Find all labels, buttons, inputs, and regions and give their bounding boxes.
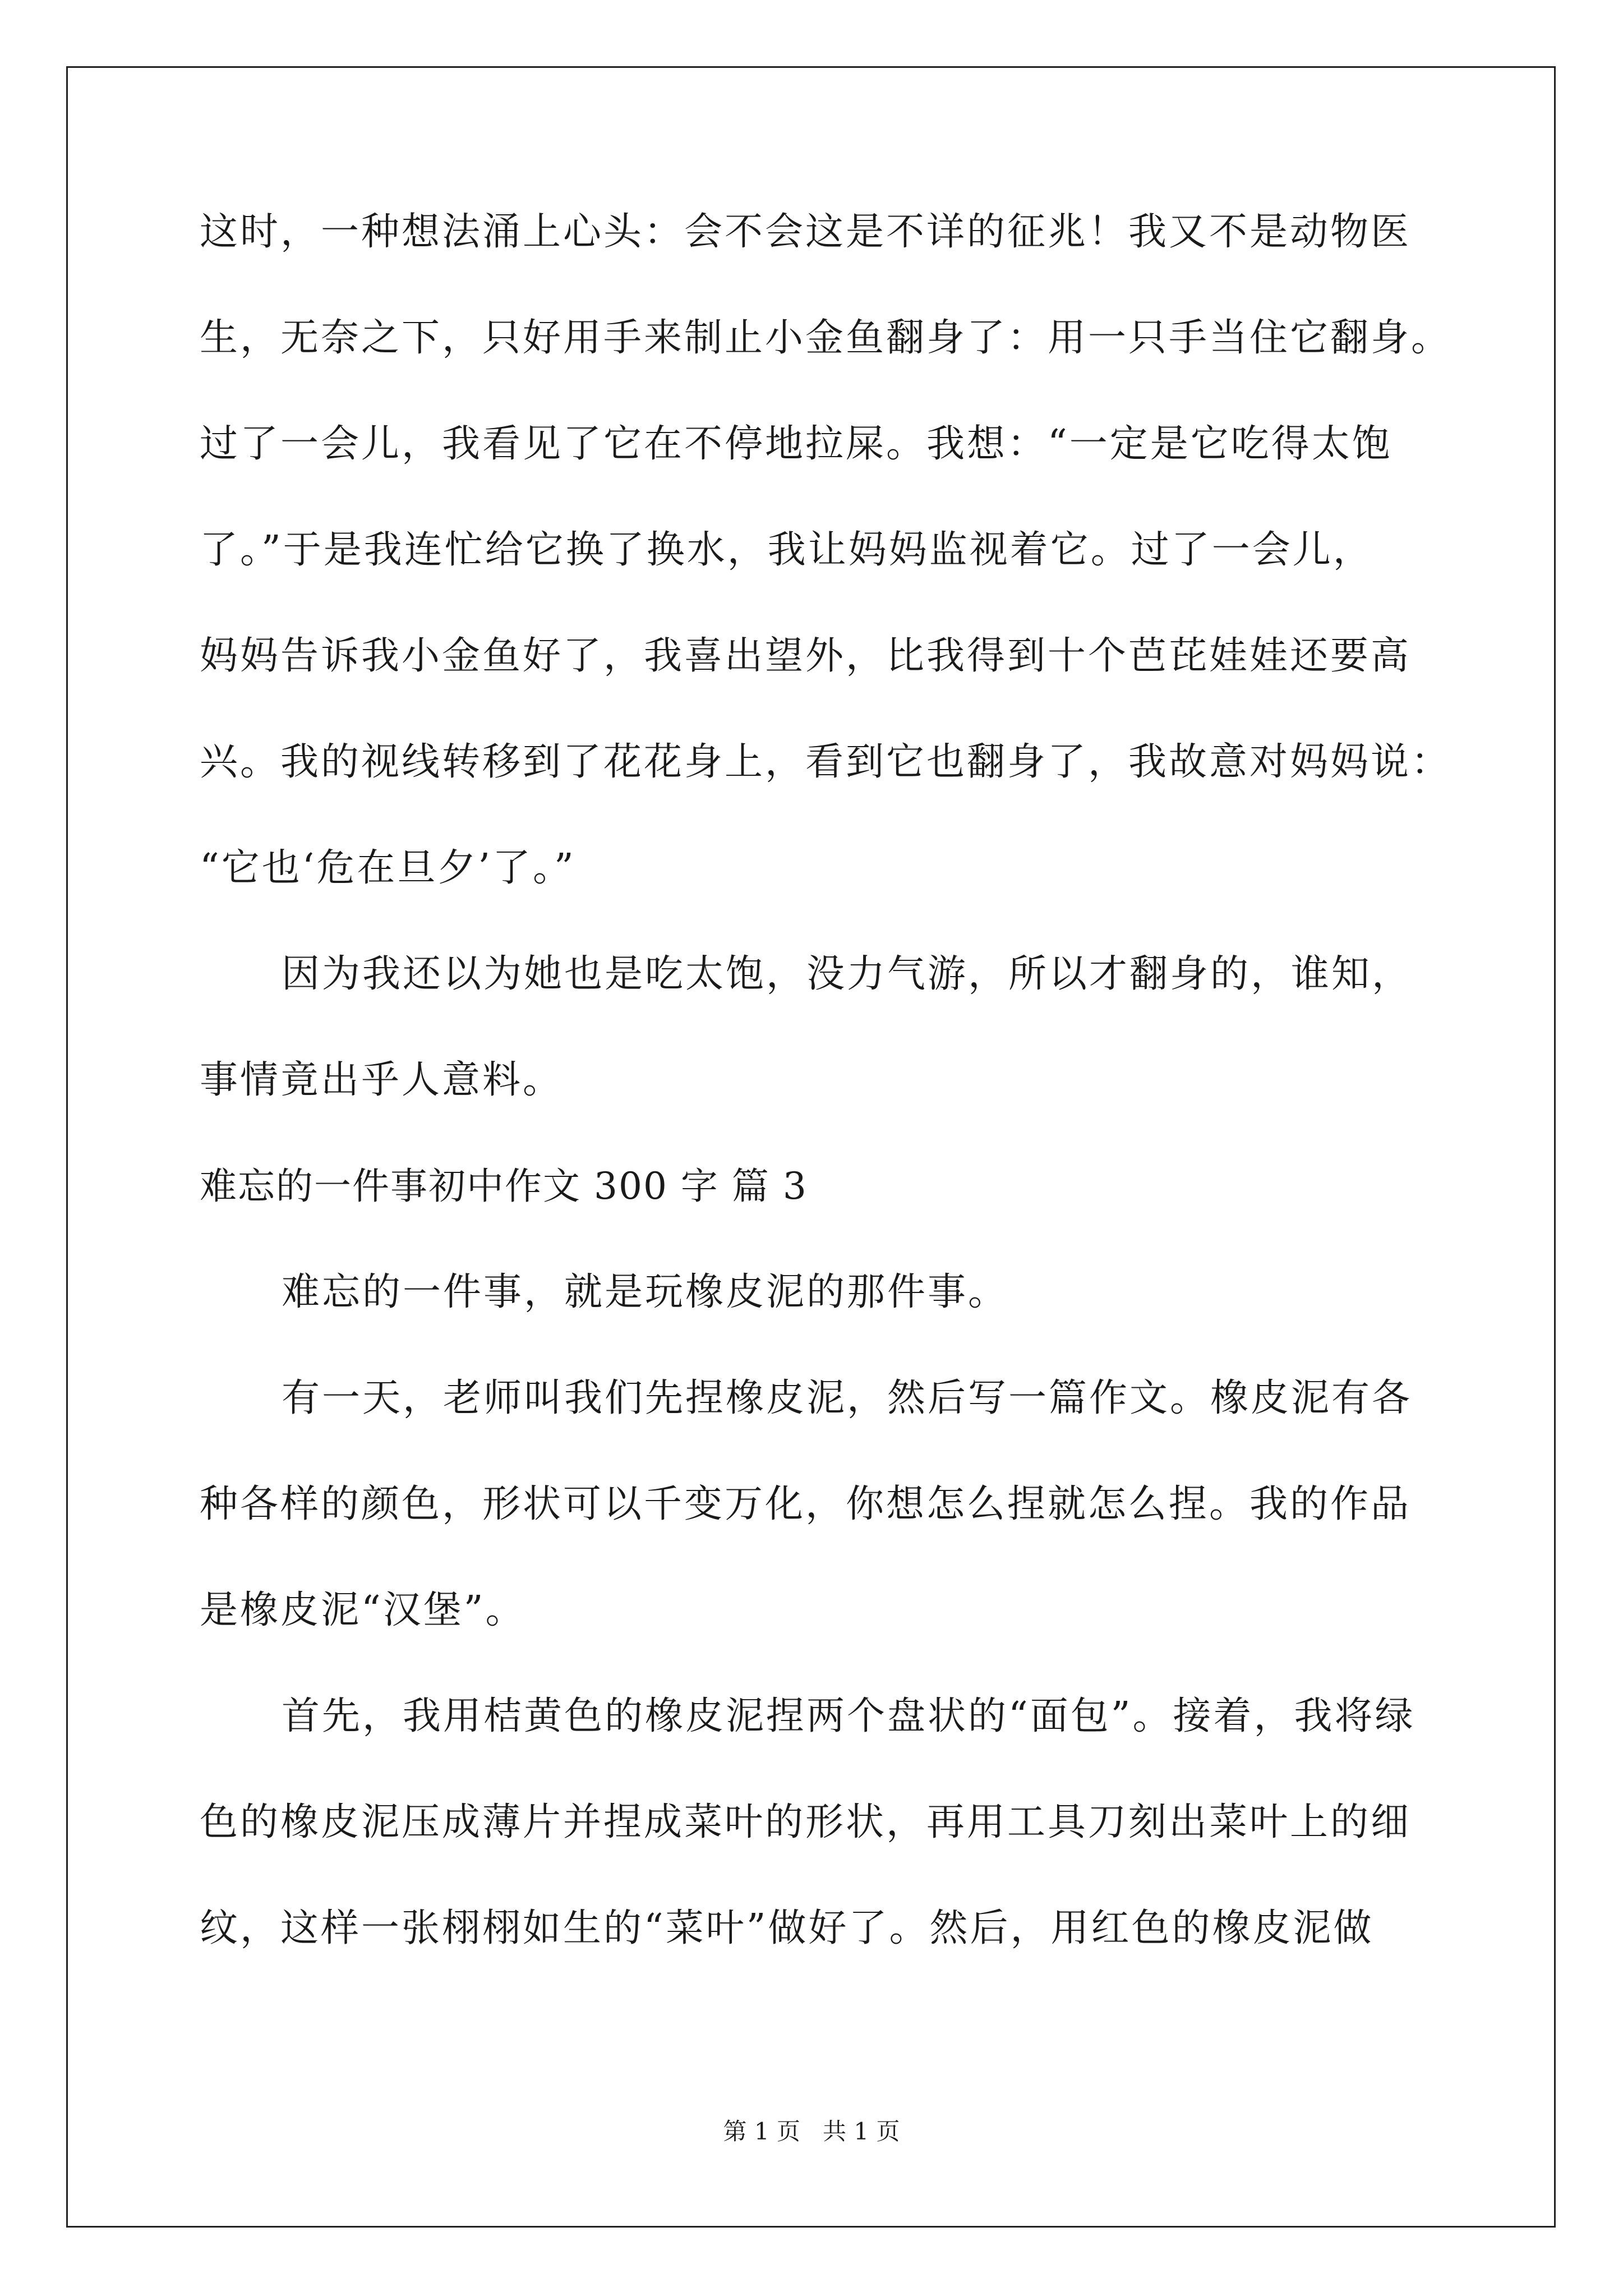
text-line: 色的橡皮泥压成薄片并捏成菜叶的形状，再用工具刀刻出菜叶上的细 (200, 1800, 1412, 1844)
text-line: 事情竟出乎人意料。 (200, 1058, 564, 1102)
text-line: 这时，一种想法涌上心头：会不会这是不详的征兆！我又不是动物医 (200, 210, 1412, 254)
text-line: 是橡皮泥“汉堡”。 (200, 1588, 526, 1632)
text-line: 难忘的一件事，就是玩橡皮泥的那件事。 (282, 1270, 1009, 1314)
text-line: 生，无奈之下，只好用手来制止小金鱼翻身了：用一只手当住它翻身。 (200, 316, 1452, 360)
text-line: 了。”于是我连忙给它换了换水，我让妈妈监视着它。过了一会儿， (200, 528, 1373, 572)
text-line: 过了一会儿，我看见了它在不停地拉屎。我想：“一定是它吃得太饱 (200, 422, 1393, 466)
text-line: 种各样的颜色，形状可以千变万化，你想怎么捏就怎么捏。我的作品 (200, 1482, 1412, 1526)
section-heading: 难忘的一件事初中作文 300 字 篇 3 (200, 1165, 808, 1208)
text-line: “它也‘危在旦夕’了。” (200, 846, 576, 890)
text-line: 有一天，老师叫我们先捏橡皮泥，然后写一篇作文。橡皮泥有各 (282, 1376, 1413, 1420)
text-line: 因为我还以为她也是吃太饱，没力气游，所以才翻身的，谁知， (282, 952, 1413, 996)
text-line: 纹，这样一张栩栩如生的“菜叶”做好了。然后，用红色的橡皮泥做 (200, 1906, 1374, 1950)
page-footer (0, 2118, 1623, 2146)
text-line: 妈妈告诉我小金鱼好了，我喜出望外，比我得到十个芭芘娃娃还要高 (200, 634, 1412, 678)
document-body (200, 210, 1452, 2016)
text-line: 首先，我用桔黄色的橡皮泥捏两个盘状的“面包”。接着，我将绿 (282, 1694, 1415, 1738)
text-line: 兴。我的视线转移到了花花身上，看到它也翻身了，我故意对妈妈说： (200, 740, 1452, 784)
page-number-label: 第 1 页 共 1 页 (723, 2118, 900, 2145)
